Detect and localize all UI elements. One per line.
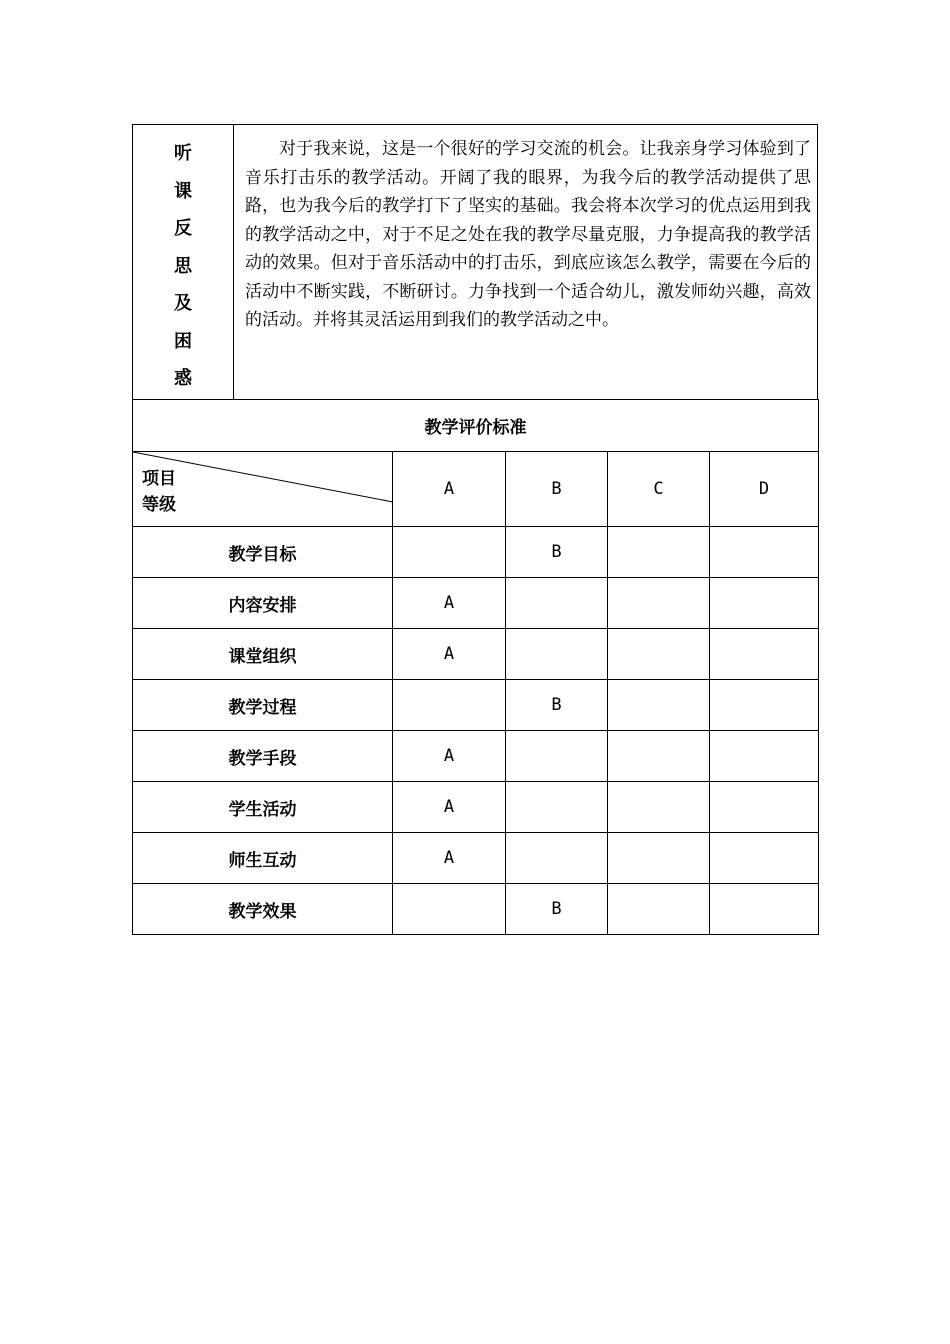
header-grade-label: 等级 — [142, 495, 176, 515]
reflection-label-char: 惑 — [174, 368, 192, 389]
reflection-label-char: 思 — [174, 256, 192, 277]
grade-cell — [506, 833, 608, 884]
grade-cell — [710, 833, 819, 884]
grade-cell — [506, 782, 608, 833]
evaluation-item: 内容安排 — [133, 578, 393, 629]
grade-cell — [710, 680, 819, 731]
table-row — [133, 782, 819, 833]
grade-cell: B — [506, 884, 608, 935]
evaluation-item: 教学效果 — [133, 884, 393, 935]
grade-cell — [393, 527, 506, 578]
table-row — [133, 731, 819, 782]
evaluation-table — [132, 399, 819, 935]
header-row — [133, 452, 819, 527]
grade-cell — [608, 629, 710, 680]
grade-header-d: D — [710, 452, 819, 527]
reflection-text: 对于我来说，这是一个很好的学习交流的机会。让我亲身学习体验到了音乐打击乐的教学活动。开阔了我的眼界，为我今后的教学活动提供了思路，也为我今后的教学打下了坚实的基础。我会将本次学习的优点运用到我的教学活动之中，对于不足之处在我的教学尽量克服，力争提高我的教学活动的效果。但对于音乐活动中的打击乐，到底应该怎么教学，需要在今后的活动中不断实践，不断研讨。力争找到一个适合幼儿，激发师幼兴趣，高效的活动。并将其灵活运用到我们的教学活动之中。 — [245, 139, 811, 330]
grade-cell — [710, 578, 819, 629]
grade-cell — [608, 782, 710, 833]
evaluation-title: 教学评价标准 — [133, 400, 819, 452]
table-row — [133, 527, 819, 578]
reflection-label-char: 课 — [174, 181, 192, 202]
grade-cell: A — [393, 731, 506, 782]
grade-cell — [506, 578, 608, 629]
grade-cell — [608, 680, 710, 731]
grade-cell: B — [506, 527, 608, 578]
reflection-label — [133, 125, 234, 399]
reflection-section — [132, 124, 818, 400]
grade-cell — [710, 629, 819, 680]
grade-cell — [608, 884, 710, 935]
grade-cell: A — [393, 578, 506, 629]
diagonal-header-cell — [133, 452, 393, 527]
grade-cell — [710, 731, 819, 782]
evaluation-item: 教学手段 — [133, 731, 393, 782]
table-row — [133, 884, 819, 935]
grade-cell: A — [393, 833, 506, 884]
grade-cell — [608, 527, 710, 578]
grade-cell — [393, 680, 506, 731]
grade-cell — [506, 731, 608, 782]
grade-cell — [608, 578, 710, 629]
table-row — [133, 680, 819, 731]
evaluation-item: 教学过程 — [133, 680, 393, 731]
reflection-label-char: 反 — [174, 218, 192, 239]
reflection-label-char: 听 — [174, 143, 192, 164]
evaluation-rows — [133, 527, 819, 935]
grade-cell: A — [393, 629, 506, 680]
grade-cell — [710, 884, 819, 935]
grade-cell: B — [506, 680, 608, 731]
grade-cell — [506, 629, 608, 680]
evaluation-item: 课堂组织 — [133, 629, 393, 680]
reflection-label-char: 及 — [174, 293, 192, 314]
evaluation-item: 师生互动 — [133, 833, 393, 884]
table-row — [133, 578, 819, 629]
table-row — [133, 629, 819, 680]
grade-cell — [608, 833, 710, 884]
grade-cell — [608, 731, 710, 782]
evaluation-item: 学生活动 — [133, 782, 393, 833]
grade-cell — [710, 782, 819, 833]
grade-header-c: C — [608, 452, 710, 527]
grade-cell: A — [393, 782, 506, 833]
grade-cell — [393, 884, 506, 935]
grade-cell — [710, 527, 819, 578]
grade-header-b: B — [506, 452, 608, 527]
reflection-label-char: 困 — [174, 331, 192, 352]
header-item-label: 项目 — [142, 469, 176, 489]
grade-header-a: A — [393, 452, 506, 527]
evaluation-item: 教学目标 — [133, 527, 393, 578]
table-row — [133, 833, 819, 884]
